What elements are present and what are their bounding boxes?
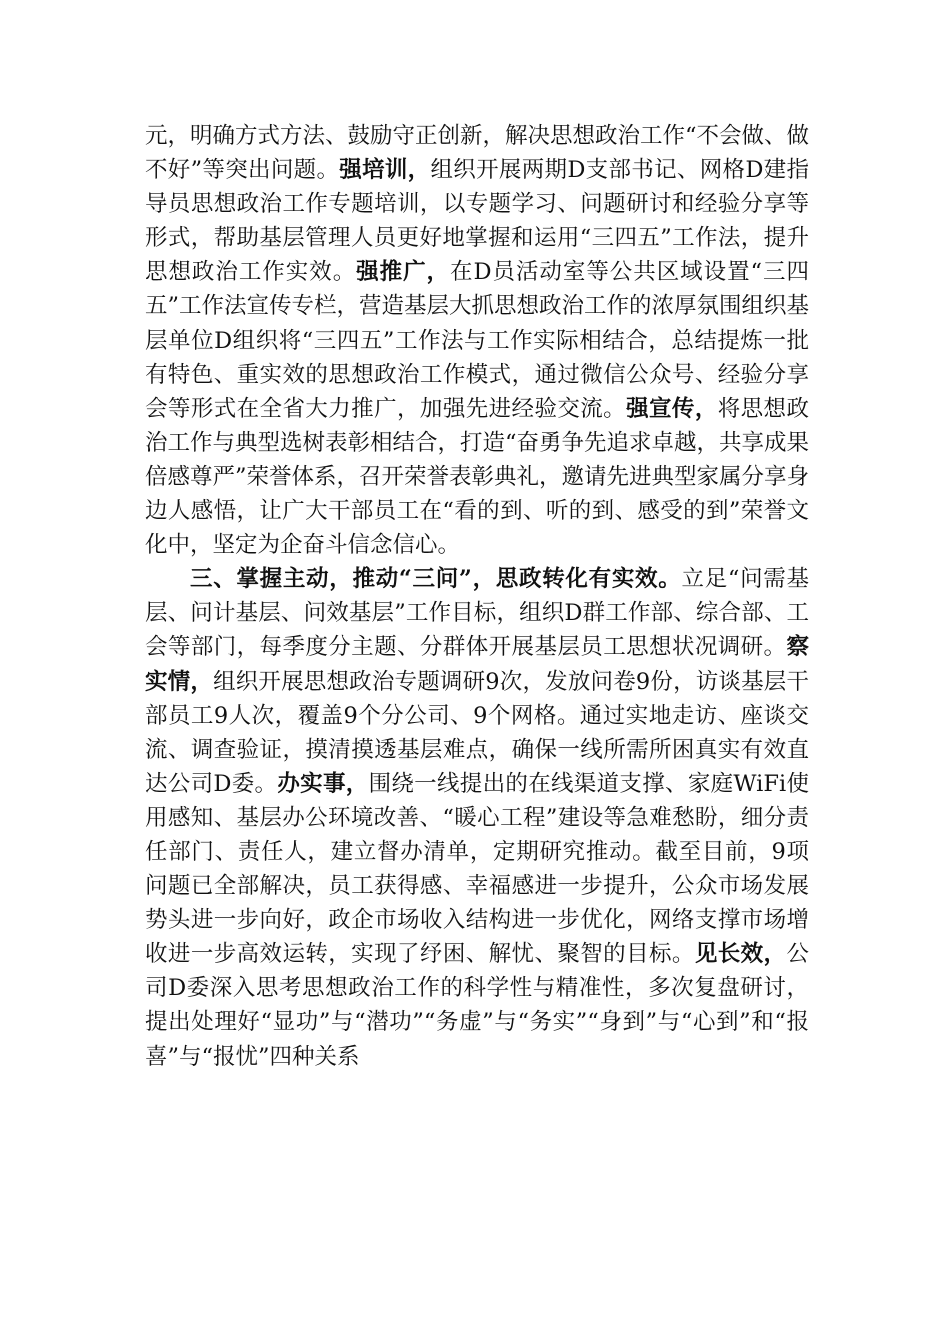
text-run: 元，明确方式方法、鼓励守正创新，解决思想政治工作“不会做、做不好”等突出问题。 <box>145 123 810 184</box>
paragraph-2 <box>145 562 809 1073</box>
bold-heading-run: 见长效， <box>694 941 787 968</box>
text-run: 公司D委深入思考思想政治工作的科学性与精准性，多次复盘研讨，提出处理好“显功”与“潜功”“务虚”与“务实”“身到”与“心到”和“报喜”与“报忧”四种关系 <box>145 941 809 1070</box>
paragraph-1 <box>145 119 809 562</box>
bold-heading-run: 强培训， <box>339 157 431 184</box>
section-heading-run: 三、掌握主动，推动“三问”，思政转化有实效。 <box>190 566 682 593</box>
text-run: 围绕一线提出的在线渠道支撑、家庭WiFi使用感知、基层办公环境改善、“暖心工程”建设等急难愁盼，细分责任部门、责任人，建立督办清单，定期研究推动。截至目前，9项问题已全部解决，员工获得感、幸福感进一步提升，公众市场发展势头进一步向好，政企市场收入结构进一步优化，网络支撑市场增收进一步高效运转，实现了纾困、解忧、聚智的目标。 <box>145 770 809 968</box>
document-page <box>145 119 809 1074</box>
bold-heading-run: 察实情， <box>145 634 809 695</box>
text-run: 在D员活动室等公共区域设置“三四五”工作法宣传专栏，营造基层大抓思想政治工作的浓厚氛围组织基层单位D组织将“三四五”工作法与工作实际相结合，总结提炼一批有特色、重实效的思想政治工作模式，通过微信公众号、经验分享会等形式在全省大力推广，加强先进经验交流。 <box>145 259 810 422</box>
text-run: 组织开展思想政治专题调研9次，发放问卷9份，访谈基层干部员工9人次，覆盖9个分公司、9个网格。通过实地走访、座谈交流、调查验证，摸清摸透基层难点，确保一线所需所困真实有效直达公司D委。 <box>145 668 809 797</box>
text-run: 组织开展两期D支部书记、网格D建指导员思想政治工作专题培训，以专题学习、问题研讨和经验分享等形式，帮助基层管理人员更好地掌握和运用“三四五”工作法，提升思想政治工作实效。 <box>145 157 809 286</box>
text-run: 立足“问需基层、问计基层、问效基层”工作目标，组织D群工作部、综合部、工会等部门，每季度分主题、分群体开展基层员工思想状况调研。 <box>145 566 809 661</box>
bold-heading-run: 强宣传， <box>626 395 718 422</box>
bold-heading-run: 强推广， <box>356 259 451 286</box>
bold-heading-run: 办实事， <box>277 770 369 797</box>
text-run: 将思想政治工作与典型选树表彰相结合，打造“奋勇争先追求卓越，共享成果倍感尊严”荣誉体系，召开荣誉表彰典礼，邀请先进典型家属分享身边人感悟，让广大干部员工在“看的到、听的到、感受的到”荣誉文化中，坚定为企奋斗信念信心。 <box>145 395 810 559</box>
